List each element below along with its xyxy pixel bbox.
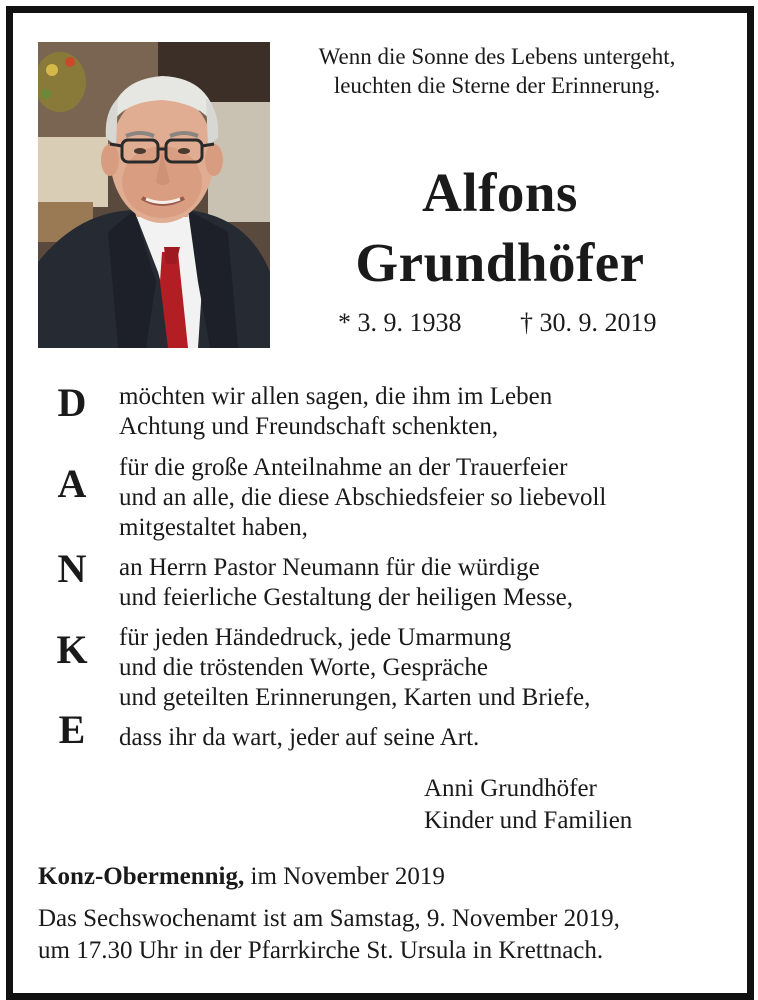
thanks-line: Achtung und Freundschaft schenkten, <box>119 413 499 440</box>
signature-line-1: Anni Grundhöfer <box>424 775 597 802</box>
thanks-line: dass ihr da wart, jeder auf seine Art. <box>119 724 480 751</box>
birth-date: * 3. 9. 1938 <box>338 308 462 337</box>
notice-line-2: um 17.30 Uhr in der Pfarrkirche St. Ursula in Krettnach. <box>38 937 604 964</box>
danke-letter-d: D <box>57 380 87 425</box>
thanks-line: mitgestaltet haben, <box>119 514 308 541</box>
mass-notice <box>38 903 728 967</box>
thanks-line: für jeden Händedruck, jede Umarmung <box>119 624 512 651</box>
death-date: † 30. 9. 2019 <box>520 308 657 337</box>
motto-line-1: Wenn die Sonne des Lebens untergeht, <box>318 44 676 69</box>
thanks-paragraph-1 <box>119 382 719 442</box>
thanks-paragraph-2 <box>119 453 719 543</box>
thanks-line: und feierliche Gestaltung der heiligen Messe, <box>119 584 574 611</box>
thanks-line: möchten wir allen sagen, die ihm im Leben <box>119 383 553 410</box>
thanks-paragraph-5 <box>119 723 719 753</box>
motto <box>270 42 724 100</box>
danke-letter-k: K <box>56 627 88 672</box>
signature-line-2: Kinder und Familien <box>424 807 633 834</box>
place-town: Konz-Obermennig, <box>38 863 245 890</box>
thanks-paragraph-3 <box>119 553 719 613</box>
portrait-photo <box>38 42 270 348</box>
place-date: im November 2019 <box>244 863 445 890</box>
last-name: Grundhöfer <box>355 232 645 293</box>
danke-letter-e: E <box>58 707 86 752</box>
thanks-line: an Herrn Pastor Neumann für die würdige <box>119 554 540 581</box>
danke-letter-a: A <box>57 461 87 506</box>
signature <box>424 773 632 837</box>
thanks-line: und die tröstenden Worte, Gespräche <box>119 654 488 681</box>
motto-line-2: leuchten die Sterne der Erinnerung. <box>333 73 661 98</box>
thanks-line: für die große Anteilnahme an der Trauerfeier <box>119 454 568 481</box>
first-name: Alfons <box>422 162 578 223</box>
thanks-paragraph-4 <box>119 623 719 713</box>
thanks-line: und geteilten Erinnerungen, Karten und Briefe, <box>119 684 591 711</box>
notice-line-1: Das Sechswochenamt ist am Samstag, 9. November 2019, <box>38 905 620 932</box>
place-date-line <box>38 862 445 892</box>
danke-letter-n: N <box>57 546 87 591</box>
thanks-line: und an alle, die diese Abschiedsfeier so liebevoll <box>119 484 607 511</box>
